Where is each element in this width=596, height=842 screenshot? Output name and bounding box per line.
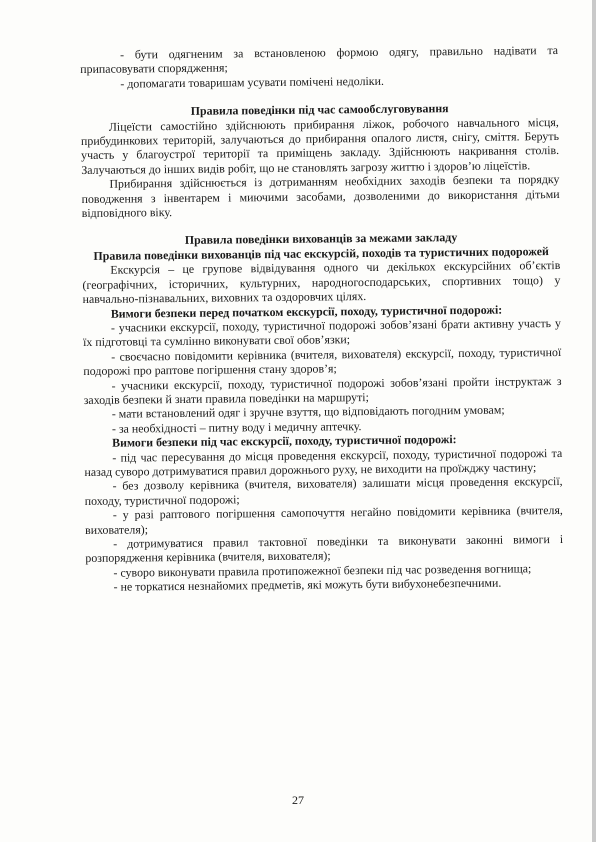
top-item-2: - допомагати товаришам усувати помічені недоліки. [120,73,384,91]
during-item-6: - не торкатися незнайомих предметів, які можуть бути вибухонебезпечними. [113,575,502,594]
scan-edge-shadow [592,0,596,842]
before-item-1: - учасники екскурсії, походу, туристичної подорожі зобов’язані брати активну участь у їх підготовці та сумлінно виконувати свої обов’язки; [83,315,561,350]
section1-paragraph-1: Ліцеїсти самостійно здійснюють прибирання ліжок, робочого навчального місця, прибудинкових територій, залучаються до прибирання опалого листя, снігу, сміття. Беруть участь у благоустрої території та приміщень закладу. Здійснюють накривання столів. Залучаються до інших видів робіт, що не становлять загрозу життю і здоров’ю ліцеїстів. [80,114,560,177]
during-item-4: - дотримуватися правил тактовної поведінки та виконувати законні вимоги і розпорядження керівника (вчителя, вихователя); [85,531,564,566]
top-item-1: - бути одягненим за встановленою формою одягу, правильно надівати та припасовувати спорядження; [80,42,559,77]
section1-paragraph-2: Прибирання здійснюється із дотриманням необхідних заходів безпеки та порядку поводження з інвентарем і миючими засобами, дозволеними до використання дітьми відповідного віку. [81,172,560,221]
during-item-1: - під час пересування до місця проведення екскурсії, походу, туристичної подорожі та назад суворо дотримуватися правил дорожнього руху, не виходити на проїжджу частину; [84,445,563,479]
before-item-3: - учасники екскурсії, походу, туристичної подорожі зобов’язані пройти інструктаж з заходів безпеки й знати правила поведінки на маршруті; [83,373,562,407]
before-heading: Вимоги безпеки перед початком екскурсії, походу, туристичної подорожі: [110,302,503,321]
section1-heading: Правила поведінки під час самообслуговування [190,101,449,119]
during-heading: Вимоги безпеки під час екскурсії, походу, туристичної подорожі: [112,432,457,450]
section2-subheading: Правила поведінки вихованців під час екскурсій, походів та туристичних подорожей [93,243,549,263]
page-content [80,43,564,595]
before-item-4: - мати встановлений одяг і зручне взуття, що відповідають погодним умовам; [111,402,505,422]
section2-intro: Екскурсія – це групове відвідування одного чи декількох екскурсійних об’єктів (географічних, історичних, культурних, народногосподарських, спортивних тощо) у навчально-пізнавальних, виховних та оздоровчих цілях. [82,258,561,307]
during-item-2: - без дозволу керівника (вчителя, вихователя) залишати місця проведення екскурсії, походу, туристичної подорожі; [84,474,563,508]
section2-heading: Правила поведінки вихованців за межами закладу [184,230,458,248]
during-item-5: - суворо виконувати правила протипожежної безпеки під час розведення вогнища; [113,561,532,580]
during-item-3: - у разі раптового погіршення самопочуття негайно повідомити керівника (вчителя, вихователя); [84,503,563,537]
before-item-2: - своєчасно повідомити керівника (вчителя, вихователя) екскурсії, походу, туристичної подорожі про раптове погіршення стану здоров’я; [83,344,562,379]
before-item-5: - за необхідності – питну воду і медичну аптечку. [111,418,362,436]
page-number: 27 [292,793,304,807]
